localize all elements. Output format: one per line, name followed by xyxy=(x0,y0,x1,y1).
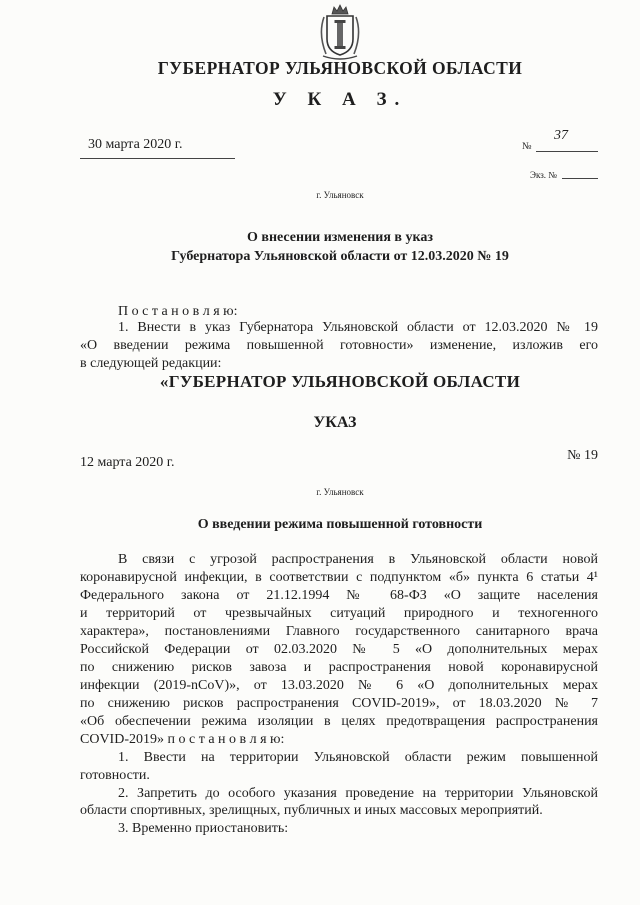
preamble-line: коронавирусной инфекции, в соответствии с подпунктом «б» пункта 6 статьи 4¹ xyxy=(80,570,598,585)
crown-shape xyxy=(332,5,348,14)
quoted-authority-heading: «ГУБЕРНАТОР УЛЬЯНОВСКОЙ ОБЛАСТИ xyxy=(159,372,521,391)
number-underline xyxy=(536,151,598,152)
quoted-date: 12 марта 2020 г. xyxy=(80,455,175,470)
preamble-line: характера», постановлениями Главного государственного санитарного врача xyxy=(80,624,598,639)
decree-number: 37 xyxy=(554,128,568,143)
preamble-line: по снижению рисков распространения COVID-2019», от 18.03.2020 № 7 xyxy=(80,696,598,711)
authority-heading: ГУБЕРНАТОР УЛЬЯНОВСКОЙ ОБЛАСТИ xyxy=(157,58,523,78)
column-shaft xyxy=(337,23,343,46)
preamble-line: COVID-2019» п о с т а н о в л я ю: xyxy=(80,732,285,747)
copy-underline xyxy=(562,178,598,179)
column-base xyxy=(335,46,346,49)
number-label: № xyxy=(522,141,532,152)
clause-2-line: области спортивных, зрелищных, публичных и иных массовых мероприятий. xyxy=(80,803,543,818)
city-label: г. Ульяновск xyxy=(316,190,364,200)
quoted-document-type: УКАЗ xyxy=(313,414,357,431)
decree-date: 30 марта 2020 г. xyxy=(88,137,183,152)
clause-2-line: 2. Запретить до особого указания проведение на территории Ульяновской xyxy=(118,786,598,801)
quoted-city-label: г. Ульяновск xyxy=(316,487,364,497)
quoted-number: № 19 xyxy=(567,448,598,463)
preamble-line: инфекции (2019-nCoV)», от 13.03.2020 № 6 «О дополнительных мерах xyxy=(80,678,598,693)
item1-line: «О введении режима повышенной готовности» изменение, изложив его xyxy=(80,338,598,353)
preamble-line: «Об обеспечении режима изоляции в целях предотвращения распространения xyxy=(80,714,598,729)
preamble-line: по снижению рисков завоза и распространения новой коронавирусной xyxy=(80,660,598,675)
document-type: У К А З. xyxy=(272,89,408,110)
item1-line: 1. Внести в указ Губернатора Ульяновской области от 12.03.2020 № 19 xyxy=(118,320,598,335)
preamble-line: Федерального закона от 21.12.1994 № 68-ФЗ «О защите населения xyxy=(80,588,598,603)
coat-of-arms-icon xyxy=(318,4,362,62)
clause-1-line: готовности. xyxy=(80,768,150,783)
clause-1-line: 1. Ввести на территории Ульяновской области режим повышенной xyxy=(118,750,598,765)
title-line-2: Губернатора Ульяновской области от 12.03.2020 № 19 xyxy=(171,249,509,264)
copy-label: Экз. № xyxy=(530,170,557,180)
column-capital xyxy=(335,20,346,23)
clause-3-line: 3. Временно приостановить: xyxy=(118,821,289,836)
date-underline xyxy=(80,158,235,159)
preamble-line: Российской Федерации от 02.03.2020 № 5 «О дополнительных мерах xyxy=(80,642,598,657)
quoted-title: О введении режима повышенной готовности xyxy=(197,517,483,532)
title-line-1: О внесении изменения в указ xyxy=(247,230,433,245)
resolve-word: П о с т а н о в л я ю: xyxy=(118,304,238,319)
right-wreath xyxy=(354,17,359,54)
preamble-line: В связи с угрозой распространения в Ульяновской области новой xyxy=(118,552,598,567)
left-wreath xyxy=(321,17,326,54)
preamble-line: и территорий от чрезвычайных ситуаций природного и техногенного xyxy=(80,606,598,621)
item1-line: в следующей редакции: xyxy=(80,356,222,371)
